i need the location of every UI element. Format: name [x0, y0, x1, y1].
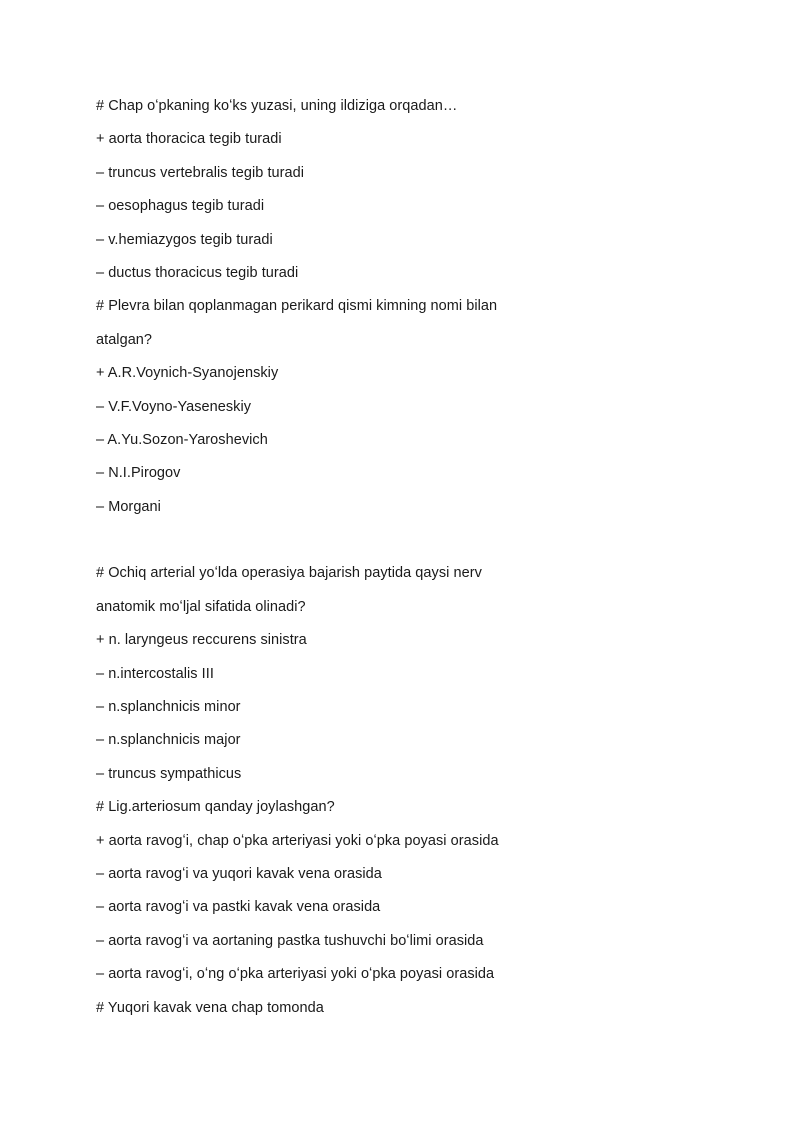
question-line: # Chap oʻpkaning koʻks yuzasi, uning ildiziga orqadan… [96, 98, 458, 114]
answer-line: – Morgani [96, 498, 161, 515]
blank-line [96, 529, 736, 562]
answer-line: – n.intercostalis III [96, 665, 214, 682]
answer-line: – ductus thoracicus tegib turadi [96, 264, 299, 281]
answer-line: – aorta ravogʻi va yuqori kavak vena orasida [96, 865, 382, 882]
answer-line: – aorta ravogʻi va aortaning pastka tushuvchi boʻlimi orasida [96, 932, 484, 949]
correct-answer-line: + aorta ravogʻi, chap oʻpka arteriyasi yoki oʻpka poyasi orasida [96, 832, 499, 849]
question-line: # Lig.arteriosum qanday joylashgan? [96, 799, 335, 816]
document-page [96, 95, 736, 1030]
answer-line: – n.splanchnicis major [96, 732, 241, 749]
answer-line: – N.I.Pirogov [96, 465, 181, 482]
answer-line: – v.hemiazygos tegib turadi [96, 231, 273, 248]
question-line: # Ochiq arterial yoʻlda operasiya bajarish paytida qaysi nerv [96, 565, 482, 582]
answer-line: – aorta ravogʻi, oʻng oʻpka arteriyasi yoki oʻpka poyasi orasida [96, 966, 495, 983]
question-line: # Plevra bilan qoplanmagan perikard qismi kimning nomi bilan [96, 298, 498, 315]
answer-line: – truncus sympathicus [96, 765, 242, 782]
correct-answer-line: + aorta thoracica tegib turadi [96, 131, 282, 148]
correct-answer-line: + A.R.Voynich-Syanojenskiy [96, 365, 279, 382]
question-line-continued: atalgan? [96, 331, 153, 348]
answer-line: – A.Yu.Sozon-Yaroshevich [96, 431, 268, 448]
question-line: # Yuqori kavak vena chap tomonda [96, 999, 324, 1016]
answer-line: – n.splanchnicis minor [96, 699, 241, 716]
answer-line: – V.F.Voyno-Yaseneskiy [96, 398, 252, 415]
answer-line: – aorta ravogʻi va pastki kavak vena orasida [96, 899, 381, 916]
answer-line: – truncus vertebralis tegib turadi [96, 164, 305, 181]
question-line-continued: anatomik moʻljal sifatida olinadi? [96, 598, 306, 615]
correct-answer-line: + n. laryngeus reccurens sinistra [96, 632, 307, 649]
answer-line: – oesophagus tegib turadi [96, 198, 265, 215]
